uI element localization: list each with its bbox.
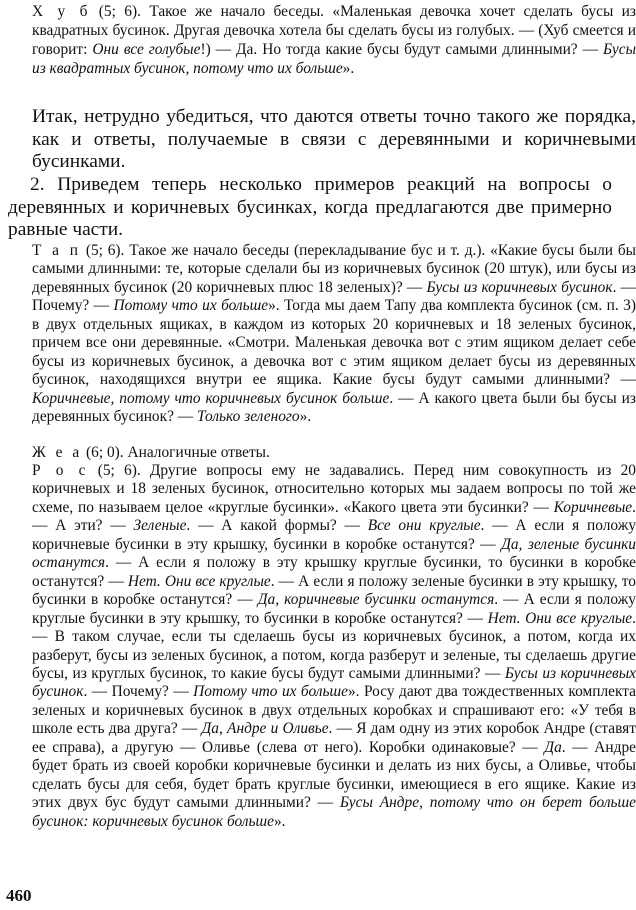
child-age-ros: (5; 6). <box>97 462 141 479</box>
text-segment: Аналогичные ответы. <box>123 444 270 461</box>
child-age-hub: (5; 6). <box>98 3 141 20</box>
answer-italic: Бусы из коричневых бусинок <box>426 278 613 296</box>
answer-italic: Да <box>544 738 562 756</box>
child-name-zhea: Ж е а <box>32 444 83 461</box>
answer-italic: Только зеленого <box>197 408 300 426</box>
page-number: 460 <box>6 886 32 905</box>
text-segment: . — Почему? — <box>32 278 636 315</box>
paragraph-conclusion: Итак, нетрудно убедиться, что даются ответы точно такого же порядка, как и ответы, получаемые в связи с деревянными и коричневыми бусинками. <box>32 106 636 172</box>
text-segment: . — А если я положу зеленые бусинки в эту крышку, то бусинки в коробке останутся? — <box>32 572 636 609</box>
answer-italic: Все они круглые <box>367 517 481 535</box>
answer-italic: Бусы Андре, потому что он берет больше бусинок: коричневых бусинок больше <box>32 794 636 830</box>
answer-italic: Бусы из квадратных бусинок, потому что их больше <box>32 41 636 77</box>
text-segment: Такое же начало беседы (перекладывание бус и т. д.). «Какие бусы были бы самыми длинными: те, которые сделали бы из коричневых бусинок (20 штук), или бусы из деревянных бусинок (20 коричневых плюс 18 зеленых)? — <box>32 242 636 296</box>
text-segment: . — Почему? — <box>83 683 194 701</box>
text-segment: . — А какой формы? — <box>186 517 368 535</box>
text-segment: . — А если я положу круглые бусинки в эту крышку, то бусинки в коробке останутся? — <box>32 591 636 627</box>
answer-italic: Да, зеленые бусинки останутся <box>32 535 636 572</box>
text-segment: !) — Да. Но тогда какие бусы будут самыми длинными? — <box>200 41 604 58</box>
paragraph-tap <box>8 242 636 427</box>
child-age-zhea: (6; 0). <box>86 444 124 461</box>
text-segment: ». Росу дают два тождественных комплекта зеленых и коричневых бусинок в двух отдельных коробках и спрашивают его: «У тебя в школе есть два друга? — <box>32 683 636 738</box>
text-segment: . — А если я положу в эту крышку круглые бусинки, то бусинки в коробке останутся? — <box>32 554 636 590</box>
text-segment: ». <box>299 408 312 426</box>
answer-italic: Бусы из коричневых бусинок <box>32 664 636 701</box>
answer-italic: Да, коричневые бусинки останутся <box>257 591 495 609</box>
text-segment: ». Тогда мы даем Тапу два комплекта бусинок (см. п. 3) в двух отдельных ящиках, в каждом из которых 20 коричневых и 18 зеленых бусинок, причем все они деревянные. «Смотри. Маленькая девочка вот с этим ящиком делает себе бусы из коричневых бусинок, а девочка вот с этим ящиком делает бусы из деревянных бусинок, находящихся внутри ее ящика. Какие бусы будут самыми длинными? — <box>32 297 636 389</box>
child-name-tap: Т а п <box>32 242 82 259</box>
child-name-hub: Х у б <box>32 3 91 20</box>
paragraph-section-2: 2. Приведем теперь несколько примеров реакций на вопросы о деревянных и коричневых бусинках, когда предлагаются две примерно равные части. <box>8 174 612 240</box>
text-segment: . — Андре будет брать из своей коробки коричневые бусинки и делать из них бусы, а Оливье, чтобы сделать бусы для себя, будет брать круглые бусинки, имеющиеся в его ящике. Какие из этих двух бус будут самыми длинными? — <box>32 738 636 812</box>
text-segment: . — А если я положу коричневые бусинки в эту крышку, бусинки в коробке останутся? — <box>32 517 636 553</box>
paragraph-hub <box>8 2 636 78</box>
paragraph-ros <box>8 462 636 831</box>
answer-italic: Нет. Они все круглые <box>127 572 271 590</box>
answer-italic: Потому что их больше <box>193 683 348 701</box>
paragraph-zhea <box>8 444 636 462</box>
text-segment: Такое же начало беседы. «Маленькая девочка хочет сделать бусы из квадратных бусинок. Другая девочка хотела бы сделать бусы из голубых. — (Хуб смеется и говорит: <box>32 3 636 58</box>
child-age-tap: (5; 6). <box>85 242 125 259</box>
answer-italic: Потому что их больше <box>113 297 269 315</box>
answer-italic: Зеленые <box>133 517 187 535</box>
answer-italic: Нет. Они все круглые <box>487 609 633 627</box>
text-segment: ». <box>342 60 355 77</box>
answer-italic: Коричневые, потому что коричневых бусинок больше <box>32 389 390 407</box>
answer-italic: Да, Андре и Оливье <box>201 720 329 738</box>
text-segment: . — Я дам одну из этих коробок Андре (ставят ее справа), а другую — Оливье (слева от него). Коробки одинаковые? — <box>32 720 636 756</box>
text-segment: . — А эти? — <box>32 498 636 535</box>
answer-italic: Коричневые <box>553 498 633 516</box>
child-name-ros: Р о с <box>32 462 89 479</box>
text-segment: Другие вопросы ему не задавались. Перед ним совокупность из 20 коричневых и 18 зеленых бусинок, относительно которых мы задаем вопросы по той же схеме, по называем целое «круглые бусинки». «Какого цвета эти бусинки? — <box>32 462 636 516</box>
answer-italic: Они все голубые <box>92 41 201 58</box>
text-segment: . — В таком случае, если ты сделаешь бусы из коричневых бусинок, а потом, когда их разберут, бусы из зеленых бусинок, а потом, когда разберут и зеленые, ты сделаешь другие бусы, из круглых бусинок, то какие бусы будут самыми длинными? — <box>32 609 636 682</box>
text-segment: . — А какого цвета были бы бусы из деревянных бусинок? — <box>32 389 636 426</box>
text-segment: ». <box>273 812 286 830</box>
